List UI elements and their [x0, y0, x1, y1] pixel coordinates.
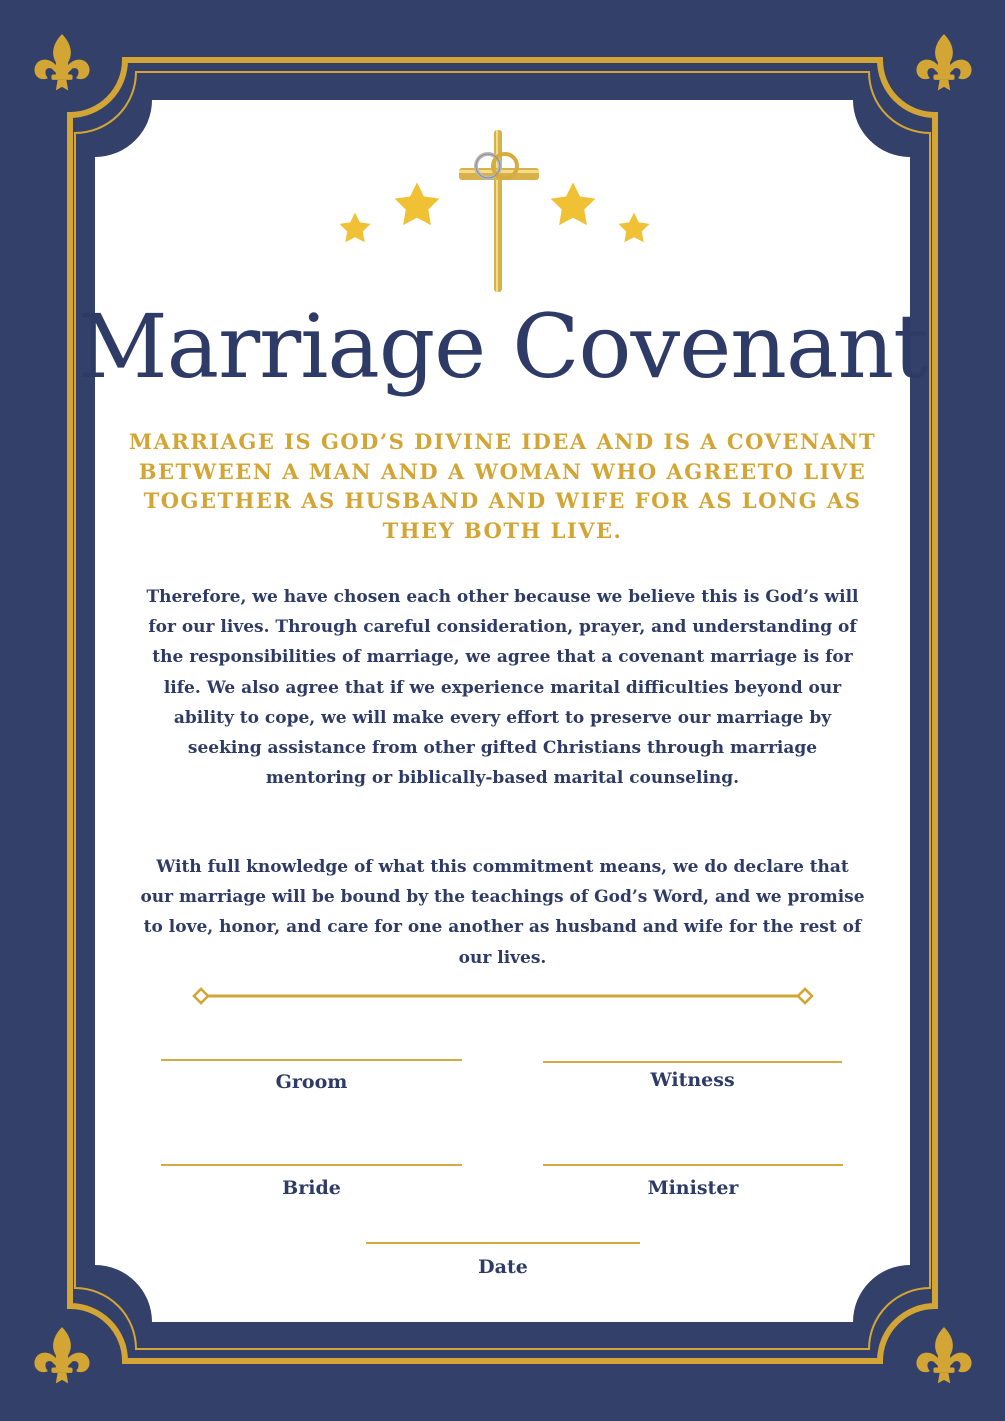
bride-signature-line[interactable] — [161, 1164, 462, 1166]
covenant-paragraph-1: Therefore, we have chosen each other because we believe this is God’s will for our lives. Through careful consideration, prayer, and understanding of the responsibilities of marriage, we agree that a covenant marriage is for life. We also agree that if we experience marital difficulties beyond our ability to cope, we will make every effort to preserve our marriage by seeking assistance from other gifted Christians through marriage mentoring or biblically-based marital counseling. — [146, 587, 859, 789]
covenant-paragraph-2: With full knowledge of what this commitment means, we do declare that our marriage will be bound by the teachings of God’s Word, and we promise to love, honor, and care for one another as husband and wife for the rest of our lives. — [140, 857, 865, 968]
bride-label: Bride — [282, 1177, 341, 1199]
certificate-title: Marriage Covenant — [77, 295, 928, 398]
groom-label: Groom — [275, 1071, 348, 1093]
groom-signature-line[interactable] — [161, 1059, 462, 1061]
witness-signature-line[interactable] — [543, 1061, 842, 1063]
minister-signature-line[interactable] — [543, 1164, 843, 1166]
witness-label: Witness — [650, 1069, 735, 1091]
tagline: MARRIAGE IS GOD’S DIVINE IDEA AND IS A COVENANT BETWEEN A MAN AND A WOMAN WHO AGREETO LIVE TOGETHER AS HUSBAND AND WIFE FOR AS LONG AS THEY BOTH LIVE. — [128, 429, 877, 543]
minister-label: Minister — [647, 1177, 739, 1199]
date-signature-line[interactable] — [366, 1242, 640, 1244]
date-label: Date — [478, 1256, 528, 1278]
